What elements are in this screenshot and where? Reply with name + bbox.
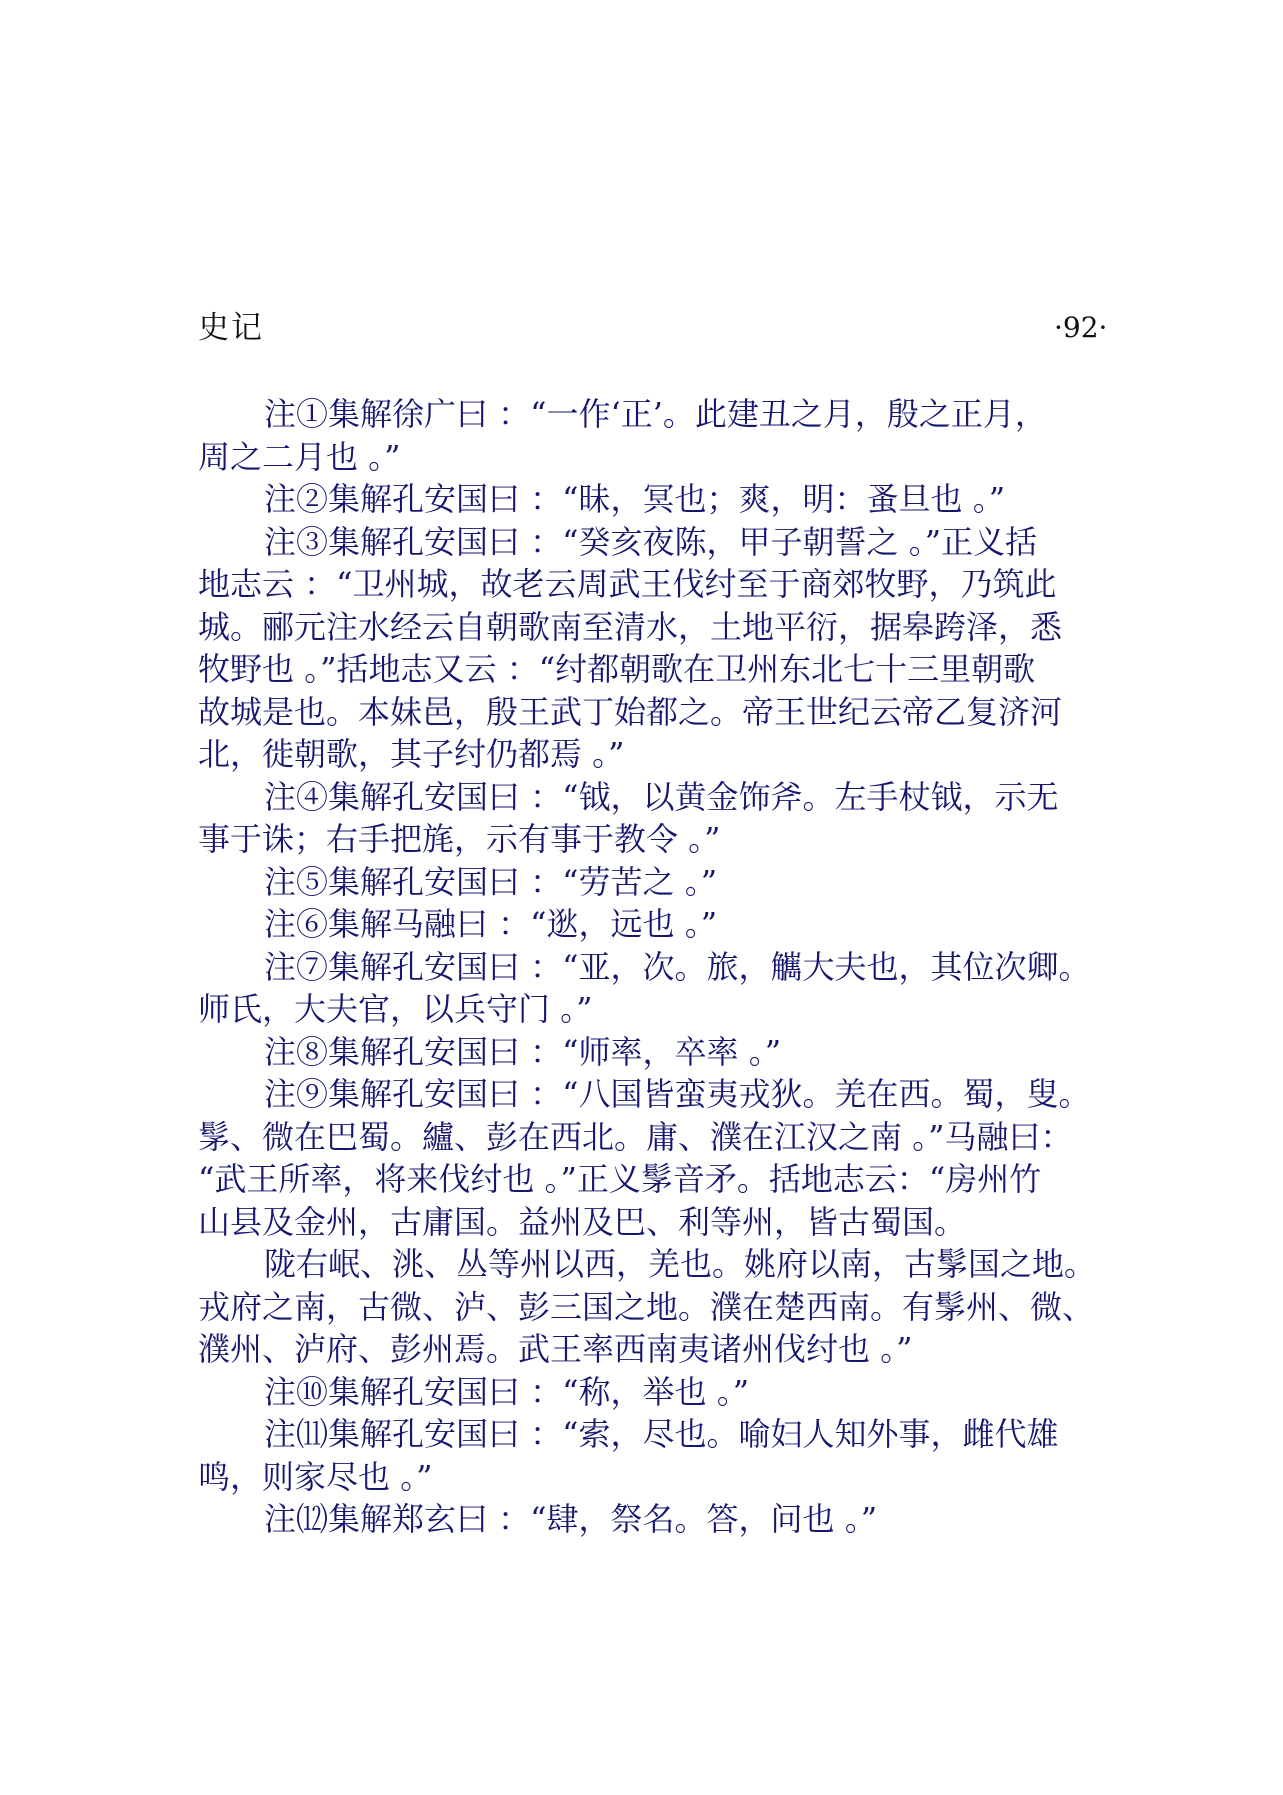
text-line: 注⑿集解郑玄曰 ：“肆，祭名。答，问也 。”: [264, 1500, 878, 1538]
text-line: 周之二月也 。”: [198, 437, 401, 476]
text-line: 事于诛；右手把旄，示有事于教令 。”: [198, 820, 721, 858]
text-line: 注⑤集解孔安国曰 ：“劳苦之 。”: [264, 862, 718, 901]
text-line: 城。郦元注水经云自朝歌南至清水，土地平衍，据皋跨泽，悉: [198, 607, 1063, 646]
running-title: 史记: [198, 310, 264, 346]
text-line: 注⑥集解马融曰 ：“逖，远也 。”: [264, 905, 718, 943]
text-line: 鸣，则家尽也 。”: [198, 1457, 433, 1496]
text-line: 牧野也 。”括地志又云 ：“纣都朝歌在卫州东北七十三里朝歌: [198, 650, 1036, 688]
text-line: 地志云 ：“卫州城，故老云周武王伐纣至于商郊牧野，乃筑此: [198, 565, 1057, 603]
text-line: 师氏，大夫官，以兵守门 。”: [198, 990, 593, 1028]
notes-body: [198, 393, 1098, 1541]
text-line: “武王所率，将来伐纣也 。”正义髳音矛。括地志云：“房州竹: [198, 1160, 1042, 1198]
text-line: 注①集解徐广曰 ：“一作‘正’。此建丑之月，殷之正月，: [264, 395, 1047, 433]
text-line: 注③集解孔安国曰 ：“癸亥夜陈，甲子朝誓之 。”正义括: [264, 522, 1038, 561]
text-line: 山县及金州，古庸国。益州及巴、利等州，皆古蜀国。: [198, 1202, 967, 1241]
text-line: 濮州、泸府、彭州焉。武王率西南夷诸州伐纣也 。”: [198, 1330, 913, 1368]
text-line: 髳、微在巴蜀。纑、彭在西北。庸、濮在江汉之南 。”马融曰：: [198, 1117, 1073, 1156]
text-line: 注⑨集解孔安国曰 ：“八国皆蛮夷戎狄。羌在西。蜀，叟。: [264, 1075, 1091, 1113]
text-line: 故城是也。本妹邑，殷王武丁始都之。帝王世纪云帝乙复济河: [198, 692, 1063, 731]
text-line: 注⑧集解孔安国曰 ：“师率，卒率 。”: [264, 1032, 782, 1071]
text-line: 陇右岷、洮、丛等州以西，羌也。姚府以南，古髳国之地。: [264, 1245, 1097, 1283]
text-line: 戎府之南，古微、泸、彭三国之地。濮在楚西南。有髳州、微、: [198, 1287, 1095, 1326]
text-line: 注⑾集解孔安国曰 ：“索，尽也。喻妇人知外事，雌代雄: [264, 1415, 1059, 1453]
text-line: 注②集解孔安国曰 ：“昧，冥也；爽，明：蚤旦也 。”: [264, 480, 1006, 518]
page-number: ·92·: [1054, 311, 1108, 344]
text-line: 注⑩集解孔安国曰 ：“称，举也 。”: [264, 1372, 750, 1411]
text-line: 北，徙朝歌，其子纣仍都焉 。”: [198, 735, 625, 773]
text-line: 注⑦集解孔安国曰 ：“亚，次。旅，觽大夫也，其位次卿。: [264, 947, 1091, 986]
text-line: 注④集解孔安国曰 ：“钺，以黄金饰斧。左手杖钺，示无: [264, 777, 1059, 816]
